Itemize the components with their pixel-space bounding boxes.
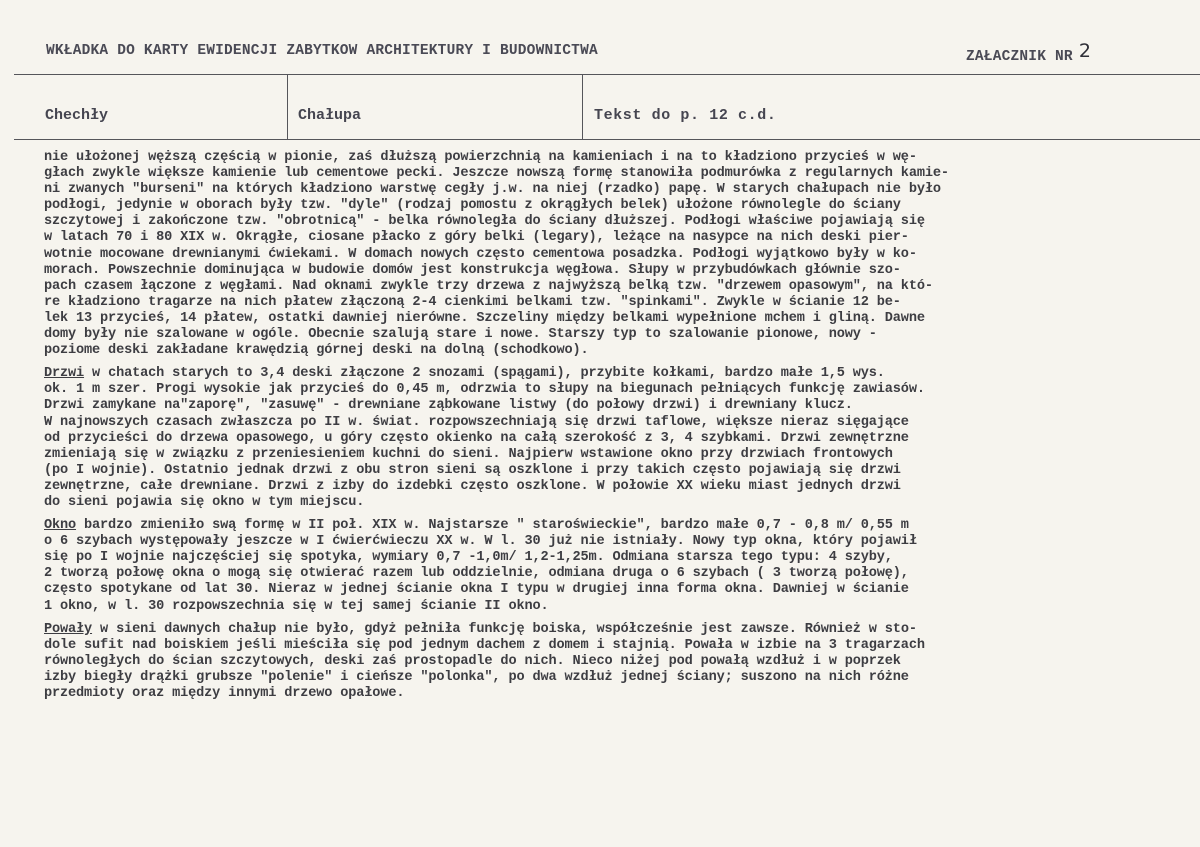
text-line: do sieni pojawia się okno w tym miejscu. — [44, 494, 365, 510]
text-line: Powały w sieni dawnych chałup nie było, gdyż pełniła funkcję boiska, współcześnie jest zawsze. Również w sto- — [44, 621, 917, 637]
object-field: Chałupa — [298, 107, 362, 124]
annex-label-group — [966, 40, 1092, 65]
text-line: 1 okno, w l. 30 rozpowszechnia się w tej samej ścianie II okno. — [44, 598, 549, 614]
text-line: w latach 70 i 80 XIX w. Okrągłe, ciosane płacko z góry belki (legary), leżące na nasypce na nich deski pier- — [44, 230, 909, 246]
text-line: domy były nie szalowane w ogóle. Obecnie szalują stare i nowe. Starszy typ to szalowanie pionowe, nowy - — [44, 327, 877, 343]
text-line: o 6 szybach występowały jeszcze w I ćwierćwieczu XX w. W l. 30 już nie istniały. Nowy typ okna, który pojawił — [44, 534, 917, 550]
text-line: przedmioty oraz między innymi drzewo opałowe. — [44, 686, 405, 701]
ceilings-heading: Powały — [44, 621, 93, 637]
fields-divider — [14, 139, 1200, 140]
text-line: nie ułożonej węższą częścią w pionie, zaś dłuższą powierzchnią na kamieniach i na to kładziono przycieś w wę- — [44, 150, 917, 165]
doors-heading: Drzwi — [44, 366, 85, 382]
text-line: izby biegły drążki grubsze "polenie" i cieńsze "polonka", po dwa wzdłuż jednej ściany; suszono na nich różne — [44, 669, 909, 685]
text-line: (po I wojnie). Ostatnio jednak drzwi z obu stron sieni są oszklone i przy takich często pojawiają się drzwi — [44, 462, 901, 478]
paragraph-ceilings — [44, 622, 1174, 702]
text-line: ok. 1 m szer. Progi wysokie jak przycieś do 0,45 m, odrzwia to słupy na biegunach pełniących funkcję zawiasów. — [44, 382, 925, 398]
column-divider-1 — [287, 74, 288, 139]
text-line: Drzwi zamykane na"zaporę", "zasuwę" - drewniane ząbkowane listwy (do połowy drzwi) i drewniany klucz. — [44, 398, 853, 414]
windows-heading: Okno — [44, 518, 77, 534]
section-field: Tekst do p. 12 c.d. — [594, 107, 777, 124]
text-line: 2 tworzą połowę okna o mogą się otwierać razem lub oddzielnie, odmiana druga o 6 szybach ( 3 tworzą połowę), — [44, 566, 909, 582]
text-line: re kładziono tragarze na nich płatew złączoną 2-4 cienkimi belkami tzw. "spinkami". Zwykle w ścianie 12 be- — [44, 294, 901, 310]
paragraph-windows — [44, 518, 1174, 615]
place-field: Chechły — [45, 107, 109, 124]
paragraph-foundation-floors — [44, 150, 1174, 359]
text-line: Drzwi w chatach starych to 3,4 deski złączone 2 snozami (spągami), przybite kołkami, bardzo małe 1,5 wys. — [44, 366, 885, 382]
text-line: zmieniają się w związku z przeniesieniem kuchni do sieni. Najpierw wstawione okno przy drzwiach frontowych — [44, 446, 893, 462]
text-line: się po I wojnie najczęściej się spotyka, wymiary 0,7 -1,0m/ 1,2-1,25m. Odmiana starsza tego typu: 4 szyby, — [44, 550, 893, 566]
text-line: często spotykane od lat 30. Nieraz w jednej ścianie okna I typu w drugiej inna forma okna. Dawniej w ścianie — [44, 582, 909, 598]
text-line: zewnętrzne, całe drewniane. Drzwi z izby do izdebki często oszklone. W połowie XX wieku miast jednych drzwi — [44, 478, 901, 494]
text-line: pach czasem łączone z węgłami. Nad oknami zwykle trzy drzewa z najwyższą belką tzw. "drzewem opasowym", na któ- — [44, 278, 933, 294]
description-text — [44, 150, 1174, 709]
text-line: wotnie mocowane drewnianymi ćwiekami. W domach nowych często cementowa posadzka. Podłogi wyjątkowo były w ko- — [44, 246, 917, 262]
text-line: równoległych do ścian szczytowych, deski zaś prostopadle do nich. Nieco niżej pod powałą wzdłuż i w poprzek — [44, 653, 901, 669]
paragraph-doors — [44, 366, 1174, 511]
text-line: szczytowej i zakończone tzw. "obrotnicą" - belka równoległa do ściany dłuższej. Podłogi właściwe pojawiają się — [44, 214, 925, 230]
annex-label: ZAŁACZNIK NR — [966, 49, 1073, 65]
text-line: ni zwanych "burseni" na których kładziono warstwę cegły j.w. na niej (rzadko) papę. W starych chałupach nie było — [44, 182, 941, 198]
text-line: Okno bardzo zmieniło swą formę w II poł. XIX w. Najstarsze " staroświeckie", bardzo małe 0,7 - 0,8 m/ 0,55 m — [44, 518, 909, 534]
text-line: podłogi, jedynie w oborach były tzw. "dyle" (rodzaj pomostu z okrągłych belek) ułożone równolegle do ściany — [44, 198, 901, 214]
text-line: poziome deski zakładane krawędzią górnej deski na dolną (schodkowo). — [44, 343, 589, 359]
text-line: lek 13 przycieś, 14 płatew, ostatki dawniej nierówne. Szczeliny między belkami wypełnione mchem i gliną. Dawne — [44, 310, 925, 326]
column-divider-2 — [582, 74, 583, 139]
text-line: W najnowszych czasach zwłaszcza po II w. świat. rozpowszechniają się drzwi taflowe, większe nieraz sięgające — [44, 414, 909, 430]
text-line: morach. Powszechnie dominująca w budowie domów jest konstrukcja węgłowa. Słupy w przybudówkach głównie szo- — [44, 262, 901, 278]
card-title: WKŁADKA DO KARTY EWIDENCJI ZABYTKOW ARCHITEKTURY I BUDOWNICTWA — [46, 43, 598, 59]
header-divider — [14, 74, 1200, 75]
text-line: głach zwykle większe kamienie lub cementowe pecki. Jeszcze nowszą formę stanowiła podmurówka z regularnych kamie- — [44, 166, 949, 182]
text-line: dole sufit nad boiskiem jeśli mieściła się pod jednym dachem z domem i stajnią. Powała w izbie na 3 tragarzach — [44, 637, 925, 653]
text-line: od przycieści do drzewa opasowego, u góry często okienko na całą szerokość z 3, 4 szybkami. Drzwi zewnętrzne — [44, 430, 909, 446]
annex-number: 2 — [1078, 40, 1092, 62]
